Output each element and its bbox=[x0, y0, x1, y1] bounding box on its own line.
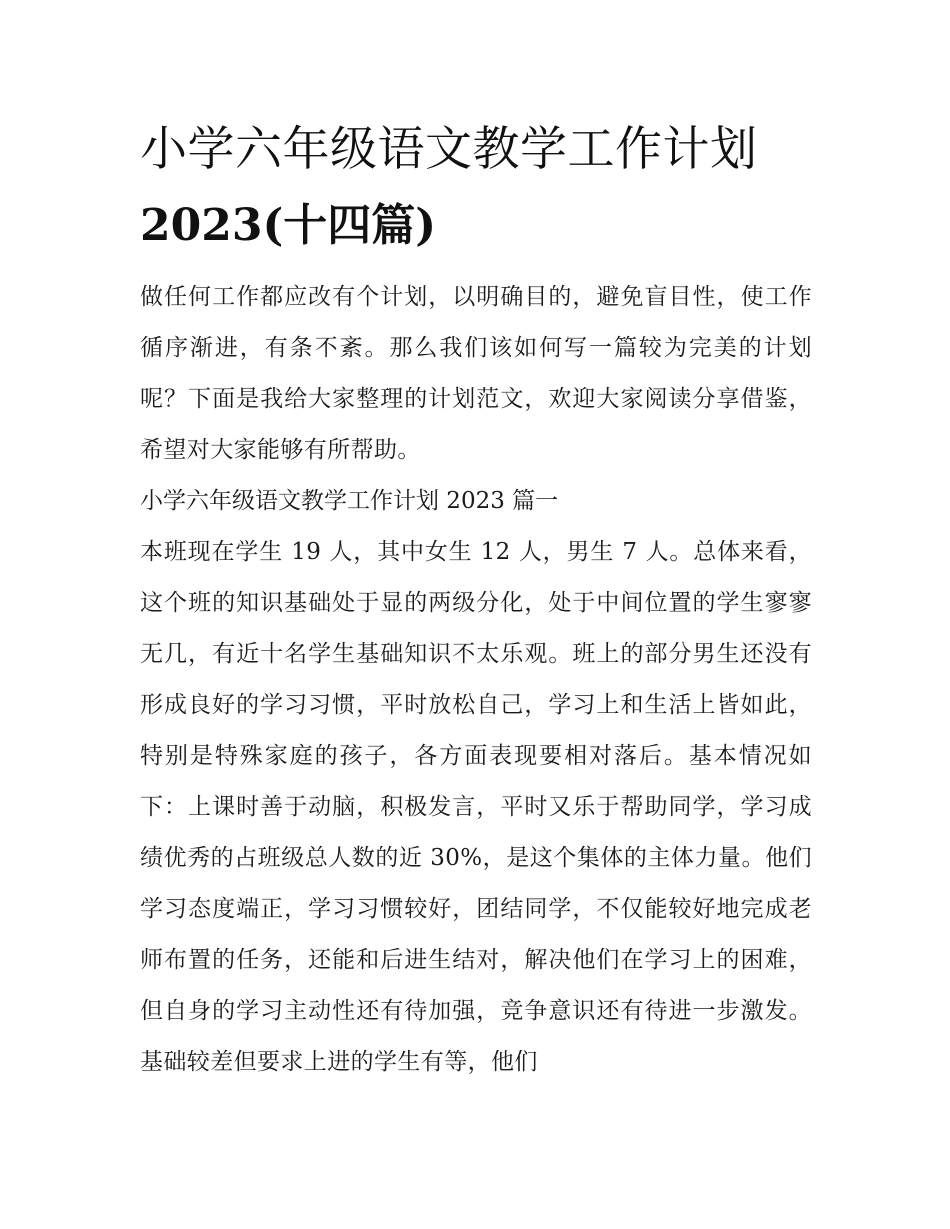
section-paragraph: 本班现在学生 19 人，其中女生 12 人，男生 7 人。总体来看，这个班的知识基础处于显的两级分化，处于中间位置的学生寥寥无几，有近十名学生基础知识不太乐观。班上的部分男生还没有形成良好的学习习惯，平时放松自己，学习上和生活上皆如此，特别是特殊家庭的孩子，各方面表现要相对落后。基本情况如下：上课时善于动脑，积极发言，平时又乐于帮助同学，学习成绩优秀的占班级总人数的近 30%，是这个集体的主体力量。他们学习态度端正，学习习惯较好，团结同学，不仅能较好地完成老师布置的任务，还能和后进生结对，解决他们在学习上的困难，但自身的学习主动性还有待加强，竞争意识还有待进一步激发。基础较差但要求上进的学生有等，他们 bbox=[140, 539, 812, 1075]
intro-paragraph: 做任何工作都应改有个计划，以明确目的，避免盲目性，使工作循序渐进，有条不紊。那么我们该如何写一篇较为完美的计划呢？下面是我给大家整理的计划范文，欢迎大家阅读分享借鉴，希望对大家能够有所帮助。 bbox=[140, 284, 812, 463]
document-page bbox=[140, 112, 812, 1088]
title-line-2: 2023(十四篇) bbox=[140, 200, 437, 251]
title-line-1: 小学六年级语文教学工作计划 bbox=[140, 122, 758, 177]
document-title bbox=[140, 112, 812, 264]
section-heading: 小学六年级语文教学工作计划 2023 篇一 bbox=[140, 488, 559, 514]
